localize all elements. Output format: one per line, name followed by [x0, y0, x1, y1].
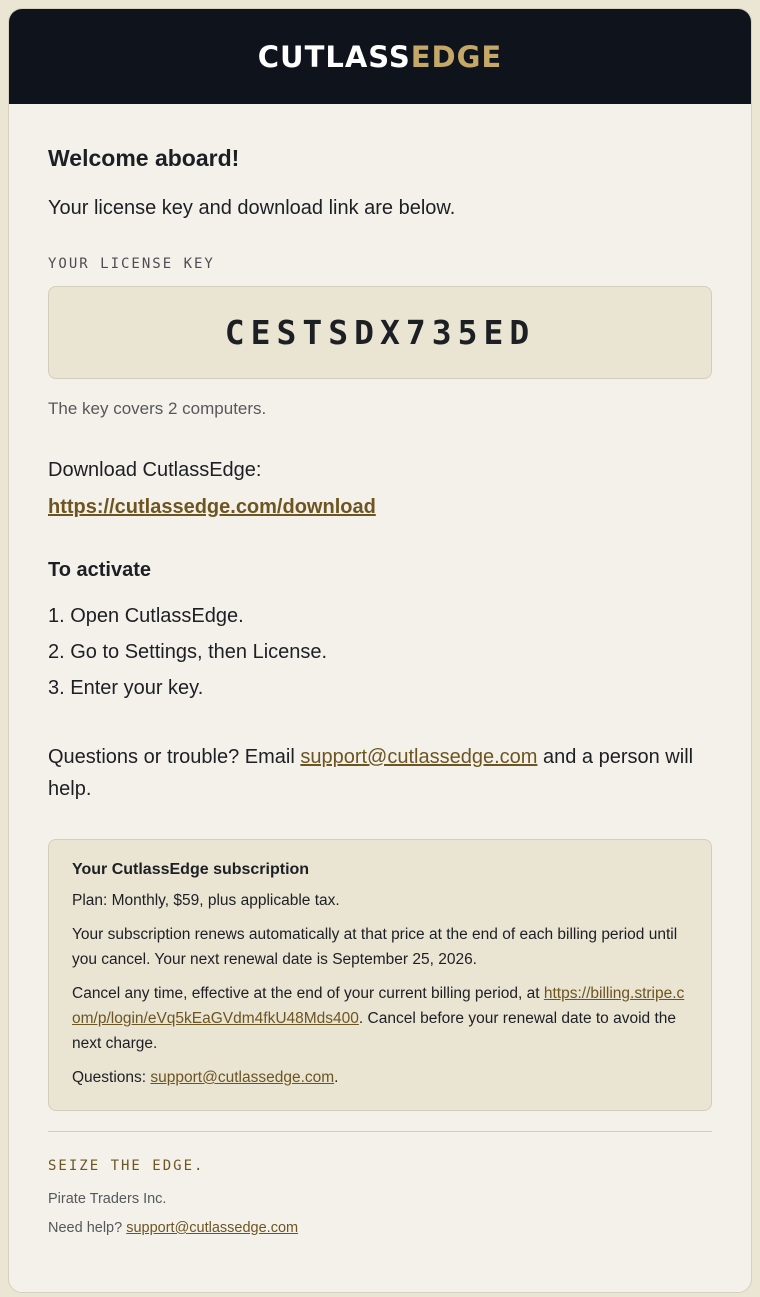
activation-step: 1. Open CutlassEdge.	[48, 605, 244, 627]
download-link[interactable]: https://cutlassedge.com/download	[48, 496, 376, 518]
subscription-questions	[72, 1065, 688, 1090]
subscription-questions-suffix: .	[334, 1069, 339, 1086]
email-header	[9, 9, 751, 104]
footer-tagline: SEIZE THE EDGE.	[48, 1158, 205, 1174]
questions-prefix: Questions or trouble? Email	[48, 746, 301, 768]
activation-steps	[48, 598, 712, 706]
license-coverage-text: The key covers 2 computers.	[48, 399, 267, 418]
subscription-box	[48, 839, 712, 1111]
intro-text: Your license key and download link are below.	[48, 197, 456, 219]
brand-logo	[258, 40, 503, 74]
greeting-heading: Welcome aboard!	[48, 145, 240, 171]
subscription-title: Your CutlassEdge subscription	[72, 861, 310, 878]
subscription-renewal: Your subscription renews automatically at that price at the end of each billing period until you cancel. Your next renewal date is September 25, 2026.	[72, 926, 678, 968]
subscription-questions-prefix: Questions:	[72, 1069, 151, 1086]
footer-support-email-link[interactable]: support@cutlassedge.com	[126, 1220, 299, 1236]
questions-suffix: and a person will help.	[48, 746, 694, 800]
subscription-cancel	[72, 981, 688, 1056]
brand-logo-part2: EDGE	[410, 39, 503, 74]
footer-company: Pirate Traders Inc.	[48, 1191, 167, 1207]
email-body	[9, 145, 751, 1236]
license-key-value: CESTSDX735ED	[224, 313, 536, 352]
activation-step: 3. Enter your key.	[48, 677, 204, 699]
cancel-suffix: . Cancel before your renewal date to avoid the next charge.	[72, 1010, 677, 1052]
license-key-box	[48, 286, 712, 379]
download-label: Download CutlassEdge:	[48, 459, 262, 481]
footer-divider	[48, 1131, 712, 1132]
brand-logo-part1: CUTLASS	[257, 39, 411, 74]
email-card	[8, 8, 752, 1293]
cancel-billing-link[interactable]: https://billing.stripe.com/p/login/eVq5kEaGVdm4fkU48Mds400	[72, 985, 685, 1027]
footer-help-prefix: Need help?	[48, 1220, 127, 1236]
support-email-link[interactable]: support@cutlassedge.com	[300, 746, 538, 768]
questions-text	[48, 741, 712, 805]
license-key-label: YOUR LICENSE KEY	[48, 256, 215, 272]
subscription-plan: Plan: Monthly, $59, plus applicable tax.	[72, 892, 340, 909]
cancel-prefix: Cancel any time, effective at the end of your current billing period, at	[72, 985, 544, 1002]
subscription-support-email-link[interactable]: support@cutlassedge.com	[150, 1069, 335, 1086]
activation-heading: To activate	[48, 559, 151, 581]
activation-step: 2. Go to Settings, then License.	[48, 641, 328, 663]
footer-help	[48, 1220, 712, 1236]
